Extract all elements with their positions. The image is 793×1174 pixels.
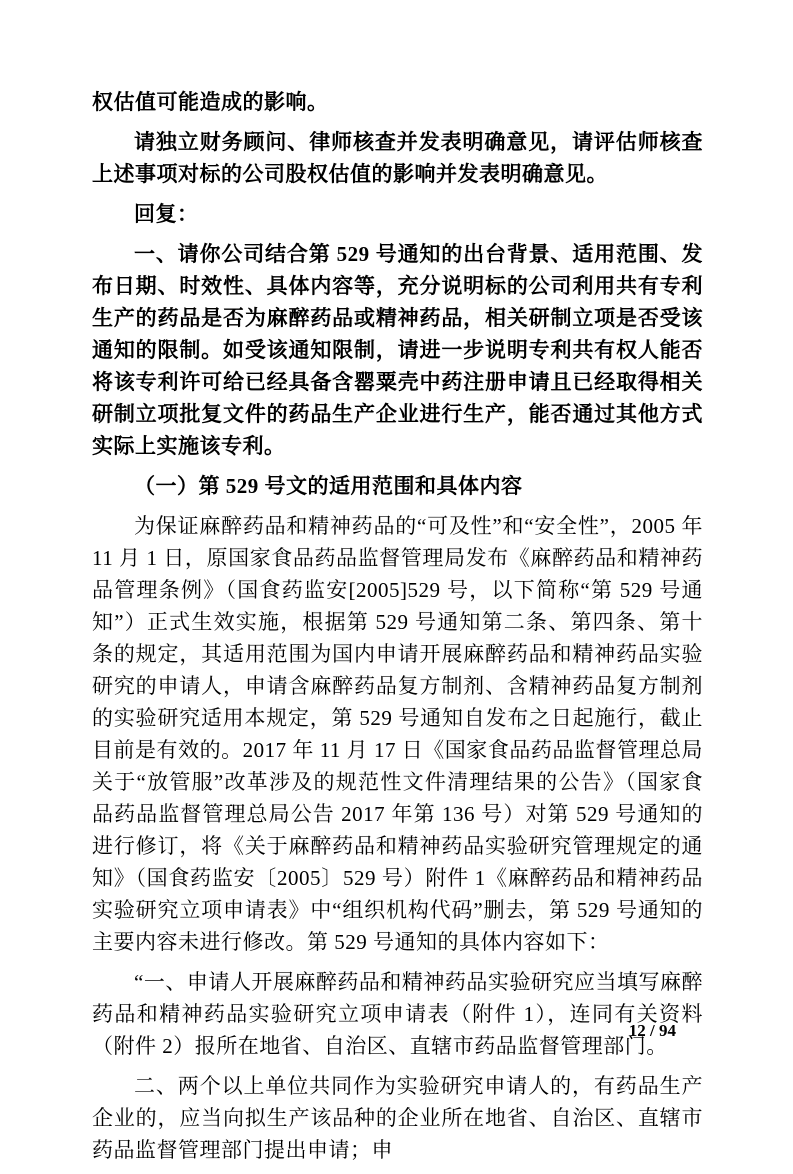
paragraph-continuation: 权估值可能造成的影响。 (92, 90, 329, 114)
page-number: 12 / 94 (628, 1021, 676, 1040)
reply-label: 回复： (134, 202, 199, 226)
paragraph-body: 二、两个以上单位共同作为实验研究申请人的，有药品生产企业的，应当向拟生产该品种的企业所在地省、自治区、直辖市药品监督管理部门提出申请；申 (92, 1074, 703, 1162)
paragraph-body: “一、申请人开展麻醉药品和精神药品实验研究应当填写麻醉药品和精神药品实验研究立项申请表（附件 1），连同有关资料（附件 2）报所在地省、自治区、直辖市药品监督管理部门。 (92, 970, 703, 1058)
paragraph-body: 为保证麻醉药品和精神药品的“可及性”和“安全性”，2005 年 11 月 1 日，原国家食品药品监督管理局发布《麻醉药品和精神药品管理条例》（国食药监安[2005]529 号，以下简称“第 529 号通知”）正式生效实施，根据第 529 号通知第二条、第四条、第十条的规定，其适用范围为国内申请开展麻醉药品和精神药品实验研究的申请人，申请含麻醉药品复方制剂、含精神药品复方制剂的实验研究适用本规定，第 529 号通知自发布之日起施行，截止目前是有效的。2017 年 11 月 17 日《国家食品药品监督管理总局关于“放管服”改革涉及的规范性文件清理结果的公告》（国家食品药品监督管理总局公告 2017 年第 136 号）对第 529 号通知的进行修订，将《关于麻醉药品和精神药品实验研究管理规定的通知》（国食药监安〔2005〕529 号）附件 1《麻醉药品和精神药品实验研究立项申请表》中“组织机构代码”删去，第 529 号通知的主要内容未进行修改。第 529 号通知的具体内容如下： (92, 514, 703, 954)
paragraph-inquiry: 请独立财务顾问、律师核查并发表明确意见，请评估师核查上述事项对标的公司股权估值的影响并发表明确意见。 (92, 130, 703, 186)
section-heading: （一）第 529 号文的适用范围和具体内容 (134, 474, 523, 498)
paragraph-question: 一、请你公司结合第 529 号通知的出台背景、适用范围、发布日期、时效性、具体内容等，充分说明标的公司利用共有专利生产的药品是否为麻醉药品或精神药品，相关研制立项是否受该通知的限制。如受该通知限制，请进一步说明专利共有权人能否将该专利许可给已经具备含罂粟壳中药注册申请且已经取得相关研制立项批复文件的药品生产企业进行生产，能否通过其他方式实际上实施该专利。 (92, 242, 703, 458)
document-body (92, 86, 703, 1174)
